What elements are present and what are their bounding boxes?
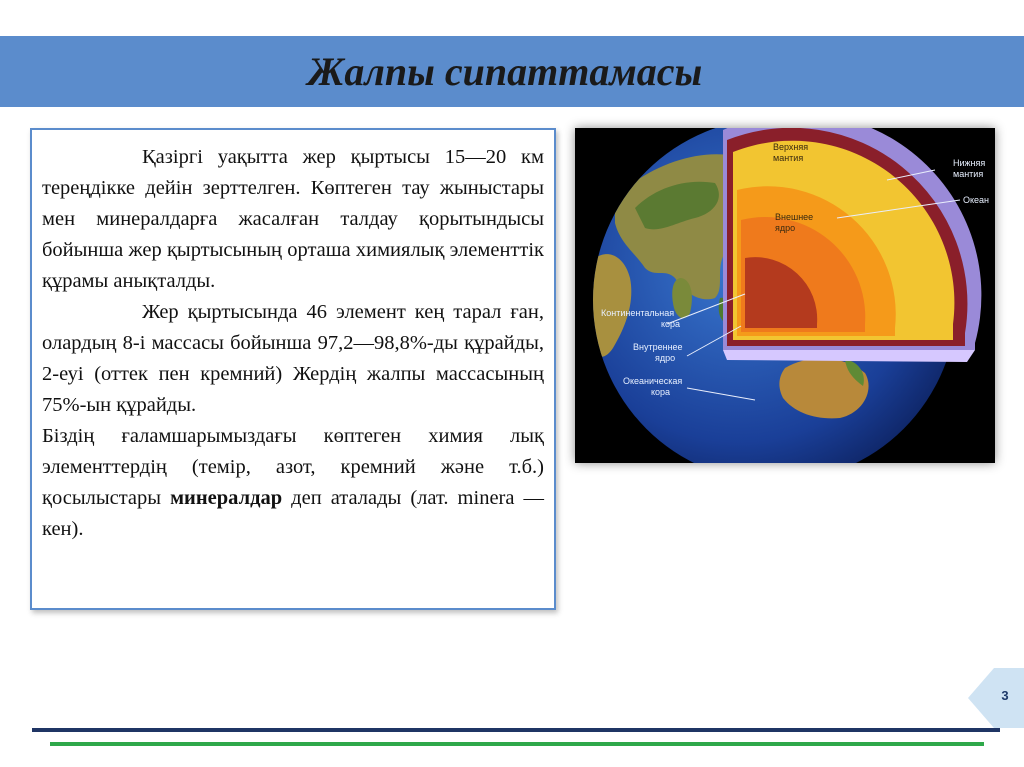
paragraph-1: Қазіргі уақытта жер қыртысы 15—20 км тереңдікке дейін зерттелген. Көптеген тау жыныстары мен минералдарға жасалған талдау қорытындысы бойынша жер қыртысының орташа химиялық элементтік құрамы анықталды. (42, 146, 544, 292)
label-inner-core-1: Внутреннее (633, 342, 683, 352)
cutaway-bottom-wall (723, 350, 975, 362)
label-ocean: Океан (963, 195, 990, 205)
slide-title: Жалпы сипаттамасы (307, 49, 703, 94)
earth-structure-diagram (575, 128, 995, 463)
label-lower-mantle-2: мантия (953, 169, 984, 179)
label-oceanic-crust-2: кора (651, 387, 671, 397)
paragraph-3-part-1: Біздің ғаламшарымыздағы көптеген химия лық элементтердің (темір, азот, кремний және т.б.) қосылыстары (42, 425, 544, 509)
paragraph-3-bold-term: минералдар (170, 487, 283, 509)
label-outer-core-1: Внешнее (775, 212, 814, 222)
paragraph-3 (42, 421, 544, 545)
page-number: 3 (1001, 688, 1009, 703)
label-inner-core-2: ядро (655, 353, 676, 363)
text-box (30, 128, 556, 610)
footer-line-green (50, 742, 984, 746)
label-lower-mantle-1: Нижняя (953, 158, 986, 168)
paragraph-2: Жер қыртысында 46 элемент кең тарал ған, олардың 8-і массасы бойынша 97,2—98,8%-ды құрайды, 2-еуі (оттек пен кремний) Жердің жалпы массасының 75%-ын құрайды. (42, 301, 544, 416)
earth-structure-figure (575, 128, 995, 463)
label-outer-core-2: ядро (775, 223, 796, 233)
title-bar (0, 36, 1024, 107)
label-upper-mantle-1: Верхняя (773, 142, 809, 152)
label-continental-crust-1: Континентальная (601, 308, 675, 318)
paragraph-3-part-2: деп аталады (лат. minera — кен). (42, 487, 545, 540)
label-continental-crust-2: кора (661, 319, 681, 329)
footer-line-navy (32, 728, 1000, 732)
label-oceanic-crust-1: Океаническая (623, 376, 683, 386)
label-upper-mantle-2: мантия (773, 153, 804, 163)
